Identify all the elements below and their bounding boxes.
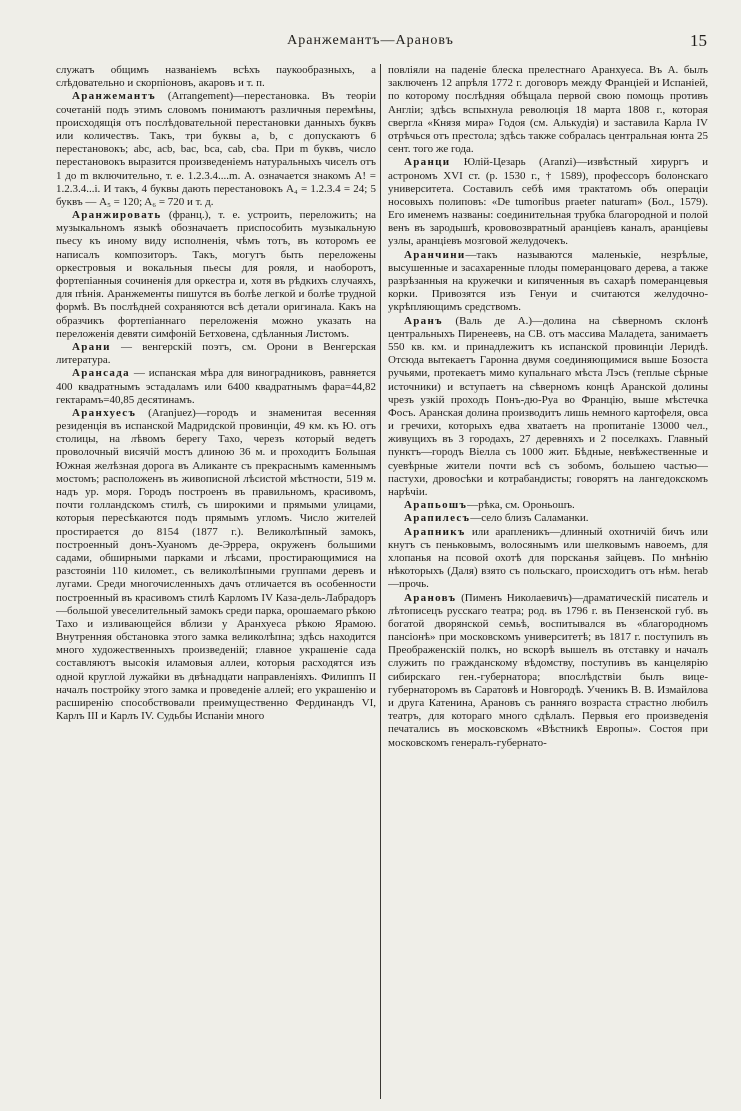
entry-text: (Валь де А.)—долина на сѣверномъ склонѣ центральныхъ Пиренеевъ, на СВ. отъ массива Маладета, занимаетъ 550 кв. км. и принадлежитъ къ испанской провинціи Леридѣ. Отсюда вытекаетъ Гаронна двумя соединяющимися выше Бозоста ручьями, протекаетъ мимо купальнаго мѣста Лэсъ (теплые сѣрные источники) и вступаетъ на сѣверномъ концѣ Аранской долины чрезъ узкій проходъ Понъ-дю-Руа во Францію, выше мѣстечка Фосъ. Аранская долина производитъ лишь немного картофеля, овса и гречихи, которыхъ едва хватаетъ на пропитаніе 13000 чел., живущихъ въ 3 городахъ, 27 деревняхъ и 2 поселкахъ. Главный пунктъ—городъ Віелла съ 1000 жит. Бѣдные, невѣжественные и суевѣрные жители почти всѣ съ зобомъ, большею частью—пастухи, дровосѣки и котрабандисты; говорятъ на лангедокскомъ нарѣчіи.	[388, 314, 708, 498]
entry	[56, 341, 376, 367]
entry-headword: Арапникъ	[404, 525, 466, 538]
entry-headword: Арани	[72, 340, 111, 353]
entry	[56, 367, 376, 407]
entry	[56, 407, 376, 724]
entry-text: или арапленикъ—длинный охотничій бичъ или кнутъ съ пеньковымъ, волосянымъ или шелковымъ навоемъ, для хлопанья на псовой охотѣ для порсканья зайцевъ. По мнѣнію нѣкоторыхъ (Даля) взято съ польскаго, происходитъ отъ нѣм. herab—прочь.	[388, 525, 708, 591]
entry	[388, 249, 708, 315]
page-number: 15	[690, 31, 707, 50]
entry-text: (Aranjuez)—городъ и знаменитая весенняя резиденція въ испанской Мадридской провинціи, 49 км. къ Ю. отъ столицы, на лѣвомъ берегу Тахо, черезъ который ведетъ проволочный висячій мостъ длиною 36 м. и проходитъ Большая Южная желѣзная дорога въ Аликанте съ прекраснымъ каменнымъ мостомъ; расположенъ въ живописной лѣсистой мѣстности, 519 м. надъ ур. моря. Городъ построенъ въ правильномъ, красивомъ, почти голландскомъ стилѣ, съ широкими и прямыми улицами, которыя пересѣкаются подъ прямымъ угломъ. Число жителей простирается до 8154 (1877 г.). Великолѣпный замокъ, построенный донъ-Хуаномъ де-Эррера, окруженъ большими садами, обширными парками и лѣсами, простирающимися на разстояніи 110 километ., съ великолѣпными группами деревъ и лугами. Среди многочисленныхъ дачъ отличается въ особенности построенный въ красивомъ стилѣ Карломъ IV Каза-дель-Лабрадоръ—большой увеселительный замокъ среди парка, орошаемаго рѣкою Тахо и изливающейся вблизи у Аранхуеса рѣкою Ярамою. Внутренняя обстановка этого замка великолѣпна; здѣсь находится много художественныхъ произведеній; главное украшеніе сада составляютъ высокія иламовыя аллеи, которыя расходятся изъ одной круглой лужайки въ двѣнадцати направленіяхъ. Филиппъ II началъ постройку этого замка и проведеніе аллей; его украшенію и расширенію способствовали преимущественно Фердинандъ VI, Карлъ III и Карлъ IV. Судьбы Испаніи много	[56, 406, 376, 723]
entry	[388, 526, 708, 592]
entry-text: —рѣка, см. Ороньошъ.	[467, 499, 575, 512]
entry-text: Юлій-Цезарь (Aranzi)—извѣстный хирургъ и астрономъ XVI ст. (р. 1530 г., † 1589), профессоръ болонскаго университета. Составилъ себѣ имя трактатомъ объ операціи носовыхъ полиповъ: «De tumoribus praeter naturam» (Бол., 1579). Его именемъ названы: соединительная трубка благородной и полой венъ въ зародышѣ, крововозвратный аранціевъ каналъ, аранціевы узлы, аранціевъ мозговой желудочекъ.	[388, 156, 708, 248]
entry	[56, 90, 376, 209]
entry-text: — испанская мѣра для виноградниковъ, равняется 400 квадратнымъ эстадаламъ или 6400 квадратнымъ фара=44,82 гектарамъ=40,85 десятинамъ.	[56, 367, 376, 406]
entry-text: (Arrangement)—перестановка. Въ теоріи сочетаній подъ этимъ словомъ понимаютъ различныя перемѣны, происходящія отъ послѣдовательной перестановки данныхъ буквъ или количествъ. Такъ, три буквы a, b, c допускаютъ 6 перестановокъ; abc, acb, bac, bca, cab, cba. При m буквъ, число перестановокъ выразится произведеніемъ натуральныхъ чиселъ отъ 1 до m включительно, т. е. 1.2.3.4....m. А. означается знакомъ A! = 1.2.3.4...i. И такъ, 4 буквы дають перестановокъ A₄ = 1.2.3.4 = 24; 5 буквъ — A₅ = 120; A₆ = 720 и т. д.	[56, 90, 376, 208]
entry	[388, 64, 708, 156]
entry	[388, 156, 708, 248]
entry	[56, 209, 376, 341]
entry-headword: Арансада	[72, 367, 130, 380]
entry	[388, 499, 708, 512]
entry-headword: Арановъ	[404, 591, 457, 604]
entry-text: (франц.), т. е. устроить, переложить; на музыкальномъ языкѣ обозначаетъ приспособить музыкальную пьесу къ иному виду исполненія, чѣмъ тотъ, въ которомъ ее написалъ композиторъ. Такъ, могутъ быть переложены оркестровыя и вокальныя пьесы для рояля, и наоборотъ, фортепіанныя сочиненія для оркестра и, хотя въ рѣдкихъ случаяхъ, для пѣнія. Аранжементы пишутся въ болѣе легкой и болѣе трудной формѣ. Въ послѣдней сохраняются всѣ детали оригинала. Какъ на образчикъ фортепіаннаго переложенія можно указать на переложенія девяти симфоній Бетховена, сдѣланныя Листомъ.	[56, 209, 376, 340]
entry-headword: Аранчини	[404, 248, 466, 261]
entry-headword: Арапьошъ	[404, 499, 468, 512]
entry-text: (Пименъ Николаевичъ)—драматическій писатель и лѣтописецъ русскаго театра; род. въ 1796 г. въ Пензенской губ. въ богатой дворянской семьѣ, воспитывался въ «благородномъ пансіонѣ» при московскомъ университетѣ; въ 1817 г. поступилъ въ Преображенскій полкъ, но вскорѣ вышелъ въ отставку и началъ служить по гражданскому вѣдомству, поступивъ въ канцелярію сибирскаго ген.-губернатора; впослѣдствіи былъ вице-губернаторомъ въ Саратовѣ и Новгородѣ. Ученикъ В. В. Измайлова и друга Катенина, Арановъ съ ранняго возраста страстно любилъ театръ, для котораго много сдѣлалъ. Первыя его произведенія печатались въ московскомъ «Вѣстникѣ Европы». Состоя при московскомъ генералъ-губернато-	[388, 591, 708, 749]
entry-headword: Аранъ	[404, 314, 443, 327]
text-columns	[56, 64, 708, 1104]
entry-text: — венгерскій поэтъ, см. Орони в Венгерская литература.	[56, 340, 376, 367]
entry-headword: Аранхуесъ	[72, 406, 137, 419]
entry-text: служатъ общимъ названіемъ всѣхъ паукообразныхъ, а слѣдовательно и скорпіоновъ, акаровъ и т. п.	[56, 64, 376, 90]
running-title: Аранжемантъ—Арановъ	[287, 33, 454, 48]
entry-headword: Аранжемантъ	[72, 90, 156, 103]
entry	[388, 512, 708, 525]
left-column	[56, 64, 376, 1099]
right-column	[388, 64, 708, 1099]
entry-headword: Аранжировать	[72, 209, 162, 222]
entry-headword: Аранци	[404, 156, 451, 169]
entry	[388, 592, 708, 750]
entry-headword: Арапилесъ	[404, 512, 471, 525]
entry	[56, 64, 376, 90]
entry-text: повліяли на паденіе блеска прелестнаго Аранхуеса. Въ А. былъ заключенъ 12 апрѣля 1772 г. договоръ между Франціей и Испаніей, по которому послѣдняя обѣщала первой свою помощь противъ Англіи; здѣсь вспыхнула революція 18 марта 1808 г., которая свергла «Князя мира» Годоя (см. Алькудія) и заставила Карла IV отрѣчься отъ престола; здѣсь также собралась центральная юнта 25 сент. того же года.	[388, 64, 708, 156]
entry-text: —такъ называются маленькіе, незрѣлые, высушенные и засахаренные плоды померанцоваго дерева, а также разрѣзанныя на кружечки и кипяченныя въ сахарѣ померанцевыя корки. Привозятся изъ Генуи и считаются желудочно-укрѣпляющимъ средствомъ.	[388, 248, 708, 314]
entry-text: —село близъ Саламанки.	[470, 512, 589, 525]
entry	[388, 315, 708, 500]
